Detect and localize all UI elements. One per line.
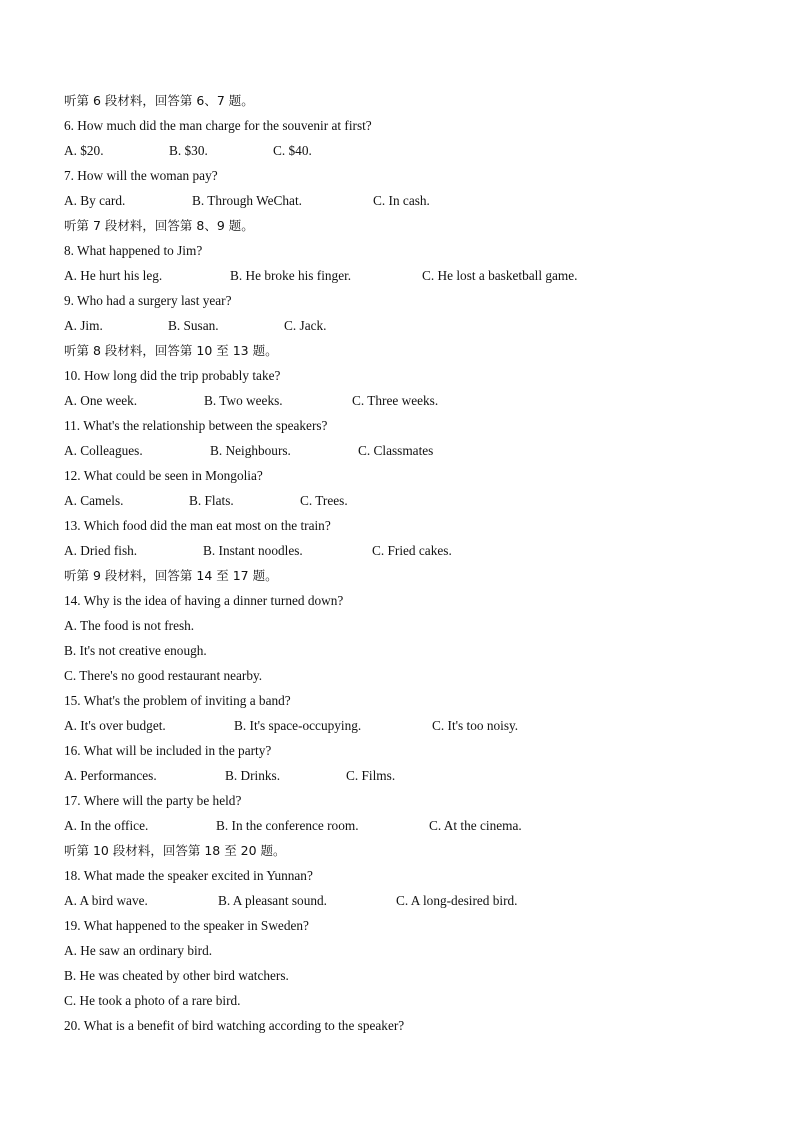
answer-option: C. He took a photo of a rare bird. xyxy=(64,993,241,1008)
question-text: 11. What's the relationship between the speakers? xyxy=(64,418,328,433)
answer-options-row xyxy=(64,138,754,163)
answer-option: C. A long-desired bird. xyxy=(396,893,518,908)
question-text: 15. What's the problem of inviting a band? xyxy=(64,693,291,708)
answer-options-row xyxy=(64,538,754,563)
answer-option: B. In the conference room. xyxy=(216,818,359,833)
answer-option: A. The food is not fresh. xyxy=(64,618,195,633)
answer-options-row xyxy=(64,313,754,338)
question-text: 9. Who had a surgery last year? xyxy=(64,293,232,308)
answer-options-row xyxy=(64,263,754,288)
answer-options-row xyxy=(64,388,754,413)
answer-option: A. It's over budget. xyxy=(64,718,166,733)
answer-option: B. Two weeks. xyxy=(204,393,283,408)
question-text: 19. What happened to the speaker in Sweden? xyxy=(64,918,309,933)
answer-option: C. Films. xyxy=(346,768,396,783)
answer-option: C. Three weeks. xyxy=(352,393,439,408)
section-heading: 听第 9 段材料，回答第 14 至 17 题。 xyxy=(64,568,278,583)
answer-option: C. Trees. xyxy=(300,493,348,508)
answer-option: C. He lost a basketball game. xyxy=(422,268,578,283)
section-heading: 听第 10 段材料，回答第 18 至 20 题。 xyxy=(64,843,286,858)
answer-option: B. He broke his finger. xyxy=(230,268,352,283)
answer-option: A. Jim. xyxy=(64,318,103,333)
answer-options-row xyxy=(64,713,754,738)
answer-option: A. He hurt his leg. xyxy=(64,268,163,283)
section-heading: 听第 6 段材料，回答第 6、7 题。 xyxy=(64,93,254,108)
answer-option: B. He was cheated by other bird watchers. xyxy=(64,968,289,983)
answer-option: B. A pleasant sound. xyxy=(218,893,327,908)
answer-option: A. $20. xyxy=(64,143,104,158)
answer-option: C. $40. xyxy=(273,143,312,158)
answer-option: C. In cash. xyxy=(373,193,430,208)
answer-option: A. A bird wave. xyxy=(64,893,148,908)
question-text: 10. How long did the trip probably take? xyxy=(64,368,281,383)
question-text: 7. How will the woman pay? xyxy=(64,168,218,183)
answer-option: B. It's space-occupying. xyxy=(234,718,362,733)
answer-option: B. Neighbours. xyxy=(210,443,291,458)
answer-option: A. Performances. xyxy=(64,768,157,783)
answer-option: B. Susan. xyxy=(168,318,219,333)
answer-option: B. Instant noodles. xyxy=(203,543,303,558)
answer-option: A. He saw an ordinary bird. xyxy=(64,943,213,958)
answer-option: B. $30. xyxy=(169,143,208,158)
answer-options-row xyxy=(64,488,754,513)
answer-option: A. Dried fish. xyxy=(64,543,138,558)
answer-option: C. It's too noisy. xyxy=(432,718,519,733)
answer-option: A. Colleagues. xyxy=(64,443,143,458)
question-text: 8. What happened to Jim? xyxy=(64,243,203,258)
question-text: 14. Why is the idea of having a dinner turned down? xyxy=(64,593,344,608)
answer-options-row xyxy=(64,438,754,463)
question-text: 16. What will be included in the party? xyxy=(64,743,272,758)
answer-option: C. At the cinema. xyxy=(429,818,522,833)
section-heading: 听第 8 段材料，回答第 10 至 13 题。 xyxy=(64,343,278,358)
answer-option: A. Camels. xyxy=(64,493,124,508)
answer-option: B. It's not creative enough. xyxy=(64,643,207,658)
section-heading: 听第 7 段材料，回答第 8、9 题。 xyxy=(64,218,254,233)
answer-options-row xyxy=(64,763,754,788)
answer-option: C. There's no good restaurant nearby. xyxy=(64,668,263,683)
answer-option: C. Classmates xyxy=(358,443,434,458)
question-text: 12. What could be seen in Mongolia? xyxy=(64,468,263,483)
question-text: 20. What is a benefit of bird watching according to the speaker? xyxy=(64,1018,405,1033)
question-text: 13. Which food did the man eat most on the train? xyxy=(64,518,331,533)
answer-option: C. Jack. xyxy=(284,318,327,333)
answer-option: B. Drinks. xyxy=(225,768,281,783)
answer-option: C. Fried cakes. xyxy=(372,543,452,558)
answer-options-row xyxy=(64,188,754,213)
answer-option: A. By card. xyxy=(64,193,126,208)
answer-option: B. Through WeChat. xyxy=(192,193,302,208)
answer-options-row xyxy=(64,813,754,838)
answer-option: B. Flats. xyxy=(189,493,234,508)
question-text: 18. What made the speaker excited in Yunnan? xyxy=(64,868,313,883)
answer-options-row xyxy=(64,888,754,913)
answer-option: A. In the office. xyxy=(64,818,149,833)
exam-document xyxy=(64,88,754,1038)
question-text: 6. How much did the man charge for the souvenir at first? xyxy=(64,118,372,133)
question-text: 17. Where will the party be held? xyxy=(64,793,242,808)
answer-option: A. One week. xyxy=(64,393,138,408)
